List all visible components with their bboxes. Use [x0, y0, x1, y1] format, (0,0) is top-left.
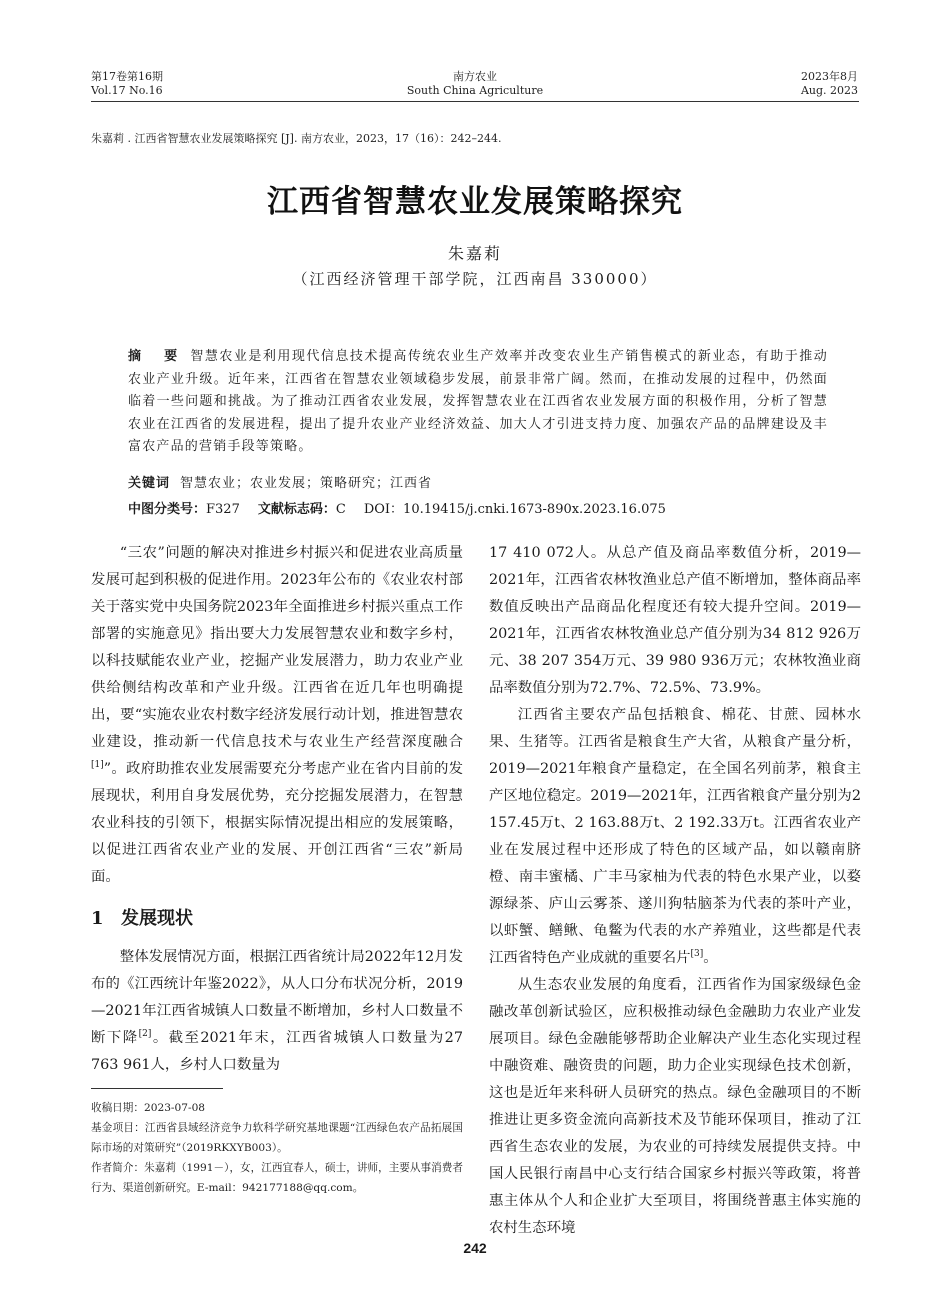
date-cn: 2023年8月: [801, 70, 858, 83]
section-number: 1: [91, 908, 104, 929]
paragraph-text: 。截至2021年末，江西省城镇人口数量为27 763 961人，乡村人口数量为: [91, 1030, 463, 1073]
doc-code-value: C: [335, 502, 346, 517]
classification-line: [128, 498, 848, 517]
footnote-fund: 基金项目：江西省县域经济竞争力软科学研究基地课题“江西绿色农产品拓展国际市场的对策研究”（2019RKXYB003）。: [91, 1122, 463, 1154]
footnote-divider: [91, 1088, 223, 1089]
abstract: [128, 346, 828, 459]
keywords-text: 智慧农业；农业发展；策略研究；江西省: [180, 476, 433, 491]
body-column-right: [489, 540, 861, 1242]
doi-label: DOI：: [363, 502, 404, 517]
page-number: 242: [463, 1240, 487, 1256]
paragraph: 17 410 072人。从总产值及商品率数值分析，2019—2021年，江西省农林牧渔业总产值不断增加，整体商品率数值反映出产品商品化程度还有较大提升空间。2019—2021年，江西省农林牧渔业总产值分别为34 812 926万元、38 207 354万元、39 980 936万元；农林牧渔业商品率数值分别为72.7%、72.5%、73.9%。: [489, 545, 861, 696]
reference-marker[interactable]: [2]: [138, 1029, 152, 1039]
doi-value: 10.19415/j.cnki.1673-890x.2023.16.075: [403, 502, 666, 517]
paragraph: 从生态农业发展的角度看，江西省作为国家级绿色金融改革创新试验区，应积极推动绿色金融助力农业产业发展项目。绿色金融能够帮助企业解决产业生态化实现过程中融资难、融资贵的问题，助力企业实现绿色技术创新，这也是近年来科研人员研究的热点。绿色金融项目的不断推进让更多资金流向高新技术及节能环保项目，推动了江西省生态农业的发展，为农业的可持续发展提供支持。中国人民银行南昌中心支行结合国家乡村振兴等政策，将普惠主体从个人和企业扩大至项目，将围绕普惠主体实施的农村生态环境: [489, 977, 861, 1236]
paragraph-text: “三农”问题的解决对推进乡村振兴和促进农业高质量发展可起到积极的促进作用。2023年公布的《农业农村部关于落实党中央国务院2023年全面推进乡村振兴重点工作部署的实施意见》指出要大力发展智慧农业和数字乡村，以科技赋能农业产业，挖掘产业发展潜力，助力农业产业供给侧结构改革和产业升级。江西省在近几年也明确提出，要“实施农业农村数字经济发展行动计划，推进智慧农业建设，推动新一代信息技术与农业生产经营深度融合: [91, 545, 463, 750]
footnote-received-date: 收稿日期：2023-07-08: [91, 1102, 206, 1114]
journal-cn: 南方农业: [453, 70, 497, 83]
paragraph-text: ”。政府助推农业发展需要充分考虑产业在省内目前的发展现状，利用自身发展优势，充分挖掘发展潜力，在智慧农业科技的引领下，根据实际情况提出相应的发展策略，以促进江西省农业产业的发展、开创江西省“三农”新局面。: [91, 761, 463, 885]
date-en: Aug. 2023: [800, 84, 858, 97]
header-divider: [91, 101, 859, 102]
paragraph-text: 整体发展情况方面，根据江西省统计局2022年12月发布的《江西统计年鉴2022》，从人口分布状况分析，2019—2021年江西省城镇人口数量不断增加，乡村人口数量不断下降: [91, 949, 463, 1046]
paragraph: [489, 702, 861, 972]
paragraph-text: 江西省主要农产品包括粮食、棉花、甘蔗、园林水果、生猪等。江西省是粮食生产大省，从粮食产量分析，2019—2021年粮食产量稳定，在全国名列前茅，粮食主产区地位稳定。2019—2021年，江西省粮食产量分别为2 157.45万t、2 163.88万t、2 192.33万t。江西省农业产业在发展过程中还形成了特色的区域产品，如以赣南脐橙、南丰蜜橘、广丰马家柚为代表的特色水果产业，以婺源绿茶、庐山云雾茶、遂川狗牯脑茶为代表的茶叶产业，以虾蟹、鳝鳅、龟鳖为代表的水产养殖业，这些都是代表江西省特色产业成就的重要名片: [489, 707, 861, 966]
footnote-author-bio: 作者简介：朱嘉莉（1991－），女，江西宜春人，硕士，讲师，主要从事消费者行为、渠道创新研究。E-mail：942177188@qq.com。: [91, 1162, 463, 1194]
running-header-date: [801, 70, 858, 98]
section-title: 发展现状: [121, 908, 193, 929]
author-name: 朱嘉莉: [447, 244, 502, 263]
author-affiliation: （江西经济管理干部学院，江西南昌 330000）: [292, 270, 658, 288]
paragraph: [91, 944, 463, 1079]
keywords: [128, 472, 828, 491]
doc-code-label: 文献标志码：: [257, 502, 336, 517]
clc-value: F327: [206, 502, 240, 517]
clc-label: 中图分类号：: [128, 502, 207, 517]
volume-cn: 第17卷第16期: [91, 70, 163, 83]
reference-marker[interactable]: [1]: [91, 760, 104, 770]
citation-line: 朱嘉莉 . 江西省智慧农业发展策略探究 [J]. 南方农业，2023，17（16）：242–244.: [91, 132, 502, 145]
footnotes: [91, 1098, 463, 1198]
journal-en: South China Agriculture: [406, 84, 544, 97]
paragraph-text: 。: [703, 950, 718, 966]
body-column-left: [91, 540, 463, 1079]
reference-marker[interactable]: [3]: [690, 949, 704, 959]
paper-title: 江西省智慧农业发展策略探究: [267, 184, 683, 220]
paragraph: [91, 540, 463, 891]
section-heading: [91, 906, 463, 932]
abstract-label: 摘 要: [128, 349, 187, 364]
volume-en: Vol.17 No.16: [91, 84, 163, 97]
abstract-text: 智慧农业是利用现代信息技术提高传统农业生产效率并改变农业生产销售模式的新业态，有助于推动农业产业升级。近年来，江西省在智慧农业领域稳步发展，前景非常广阔。然而，在推动发展的过程中，仍然面临着一些问题和挑战。为了推动江西省农业发展，发挥智慧农业在江西省农业发展方面的积极作用，分析了智慧农业在江西省的发展进程，提出了提升农业产业经济效益、加大人才引进支持力度、加强农产品的品牌建设及丰富农产品的营销手段等策略。: [128, 349, 828, 454]
keywords-label: 关键词: [128, 476, 171, 491]
